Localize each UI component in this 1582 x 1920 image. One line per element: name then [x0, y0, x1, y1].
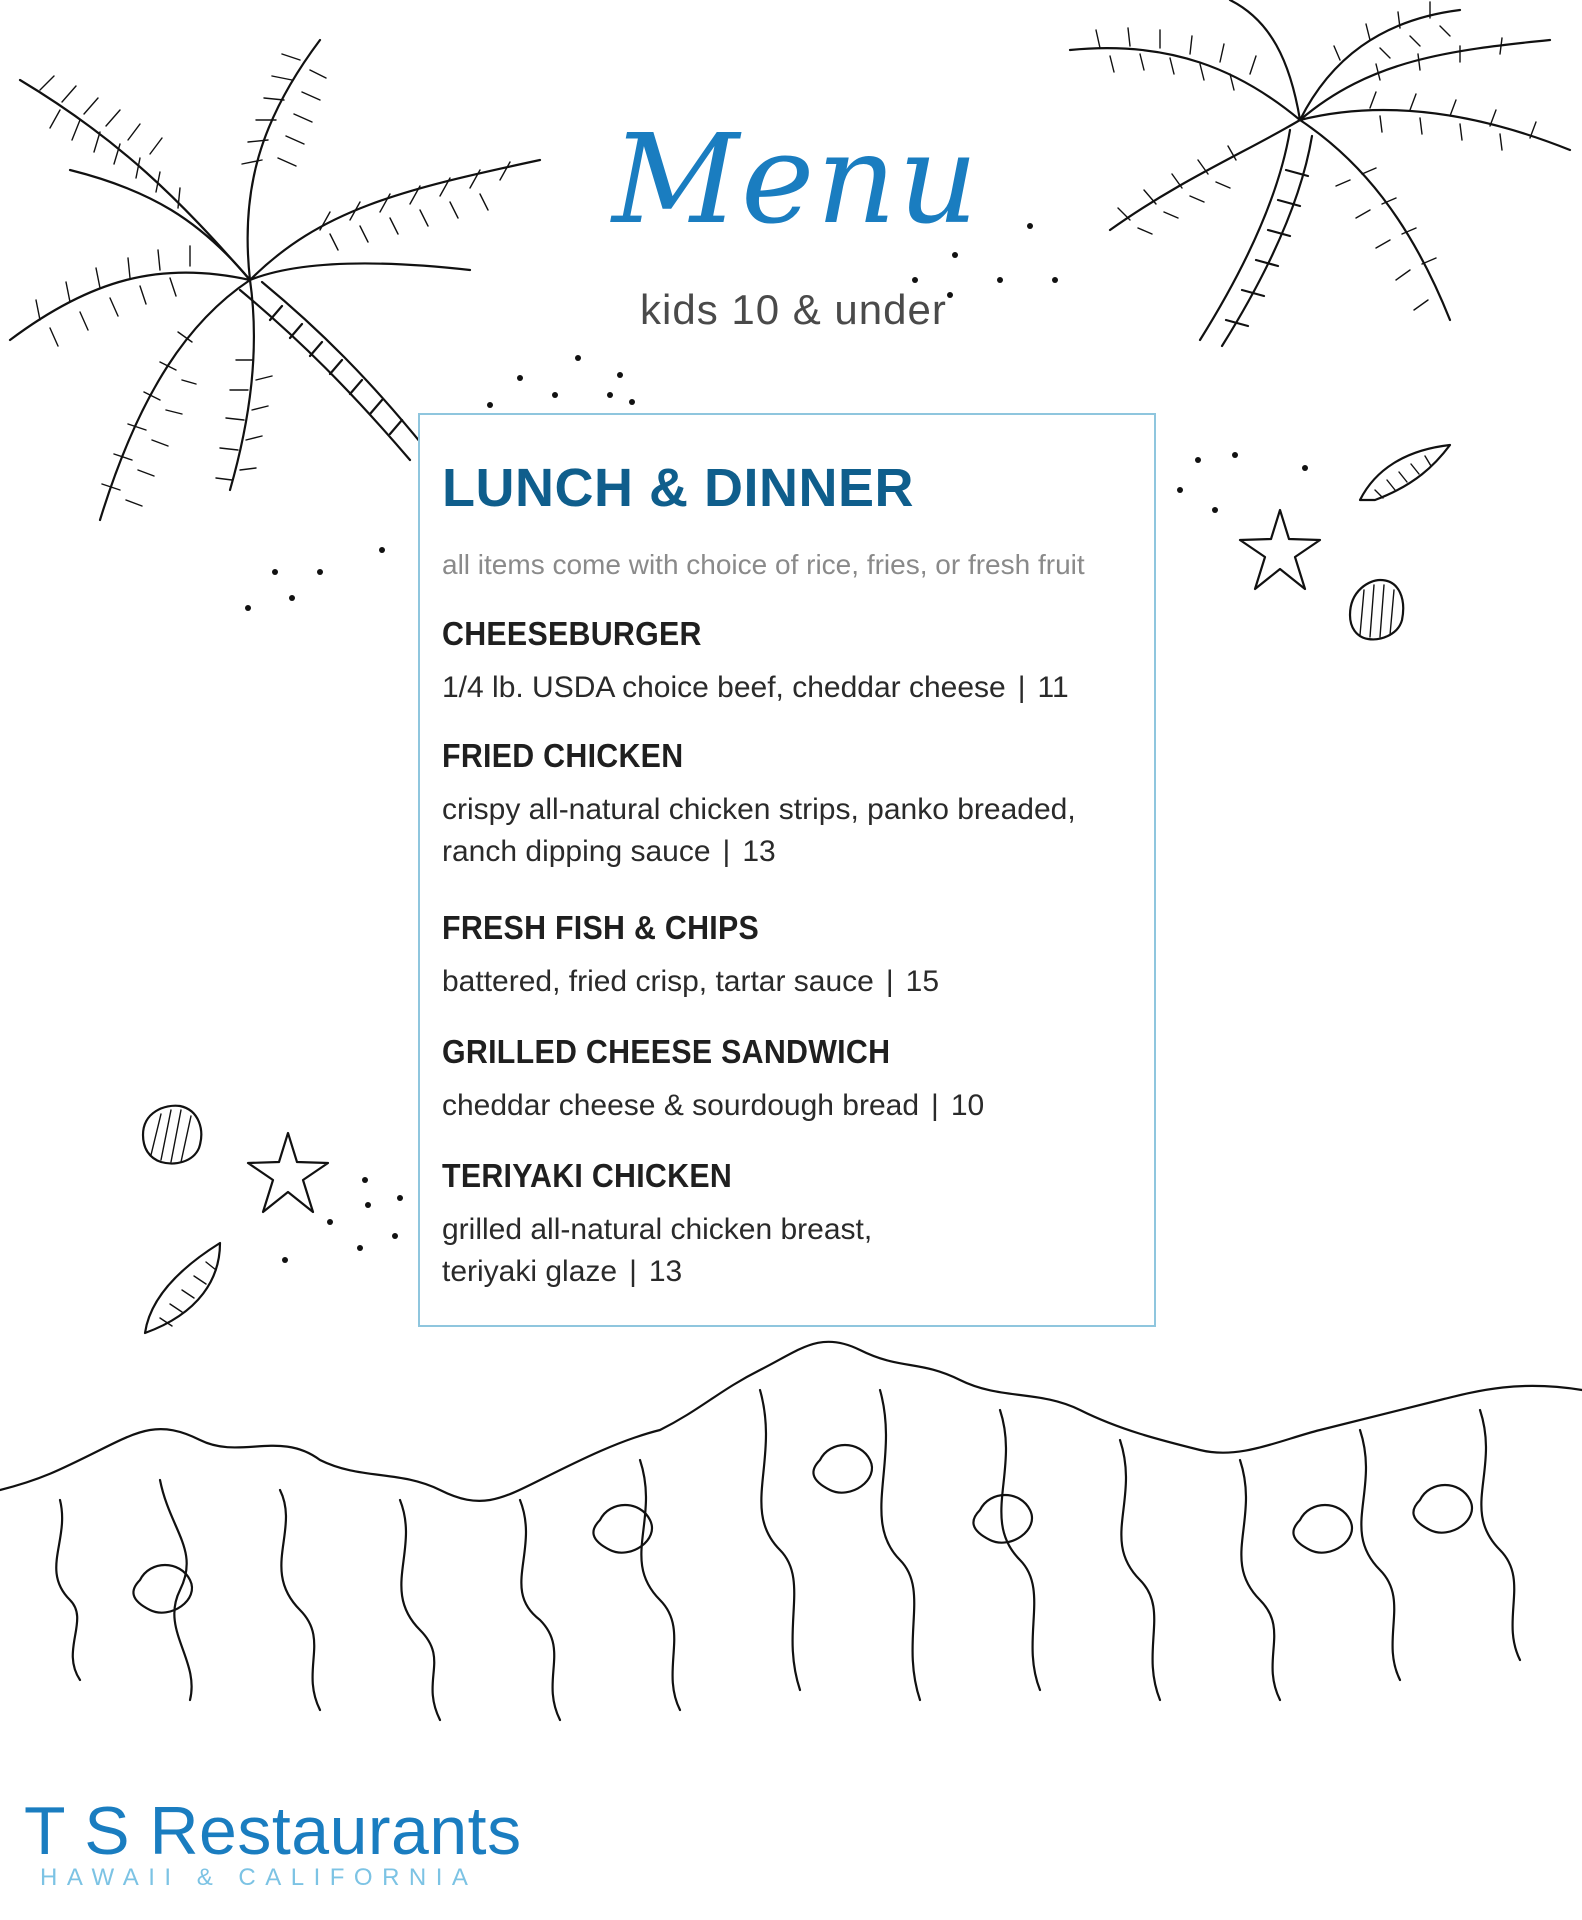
- item-description: [442, 961, 1142, 1003]
- menu-subtitle: kids 10 & under: [640, 286, 947, 333]
- item-description: [442, 1209, 1142, 1293]
- item-desc-line-2: ranch dipping sauce: [442, 835, 711, 868]
- price-separator: |: [629, 1255, 637, 1288]
- clam-shell-icon: [1340, 575, 1410, 645]
- item-description: [442, 667, 1142, 709]
- brand-logo-name: T S Restaurants: [24, 1793, 522, 1869]
- item-desc-line-2: teriyaki glaze: [442, 1255, 618, 1288]
- item-desc-line-1: grilled all-natural chicken breast,: [442, 1213, 873, 1246]
- price-separator: |: [885, 965, 894, 998]
- seashell-left-icon: [140, 1238, 230, 1338]
- menu-item-grilled-cheese: [442, 1033, 1142, 1127]
- item-name: GRILLED CHEESE SANDWICH: [442, 1033, 891, 1070]
- starfish-icon: [1235, 505, 1325, 595]
- item-name: CHEESEBURGER: [442, 615, 702, 652]
- item-price: 15: [905, 965, 940, 998]
- mountain-range-illustration: [0, 1330, 1582, 1730]
- item-name: TERIYAKI CHICKEN: [442, 1157, 733, 1194]
- menu-item-fried-chicken: [442, 737, 1142, 873]
- item-name: FRESH FISH & CHIPS: [442, 909, 760, 946]
- item-price: 13: [742, 835, 776, 868]
- price-separator: |: [931, 1089, 939, 1122]
- item-desc-text: cheddar cheese & sourdough bread: [442, 1089, 920, 1122]
- item-desc-line-1: crispy all-natural chicken strips, panko breaded,: [442, 793, 1076, 826]
- menu-item-fish-and-chips: [442, 909, 1142, 1003]
- item-desc-text: battered, fried crisp, tartar sauce: [442, 965, 874, 998]
- item-description: [442, 1085, 1142, 1127]
- menu-item-teriyaki-chicken: [442, 1157, 1142, 1293]
- brand-tagline: HAWAII & CALIFORNIA: [40, 1864, 478, 1891]
- item-price: 13: [648, 1255, 683, 1288]
- item-desc-text: 1/4 lb. USDA choice beef, cheddar cheese: [442, 671, 1006, 704]
- clam-shell-left-icon: [135, 1100, 210, 1170]
- price-separator: |: [722, 835, 731, 868]
- seashell-icon: [1355, 440, 1455, 510]
- price-separator: |: [1017, 671, 1026, 704]
- item-description: [442, 789, 1142, 873]
- item-name: FRIED CHICKEN: [442, 737, 684, 774]
- menu-item-cheeseburger: [442, 615, 1142, 709]
- section-title: LUNCH & DINNER: [442, 458, 914, 518]
- section-note: all items come with choice of rice, fries, or fresh fruit: [442, 549, 1085, 580]
- starfish-left-icon: [243, 1128, 333, 1218]
- item-price: 10: [950, 1089, 985, 1122]
- menu-card: [418, 413, 1156, 1327]
- item-price: 11: [1037, 671, 1069, 704]
- menu-title: Menu: [612, 108, 981, 252]
